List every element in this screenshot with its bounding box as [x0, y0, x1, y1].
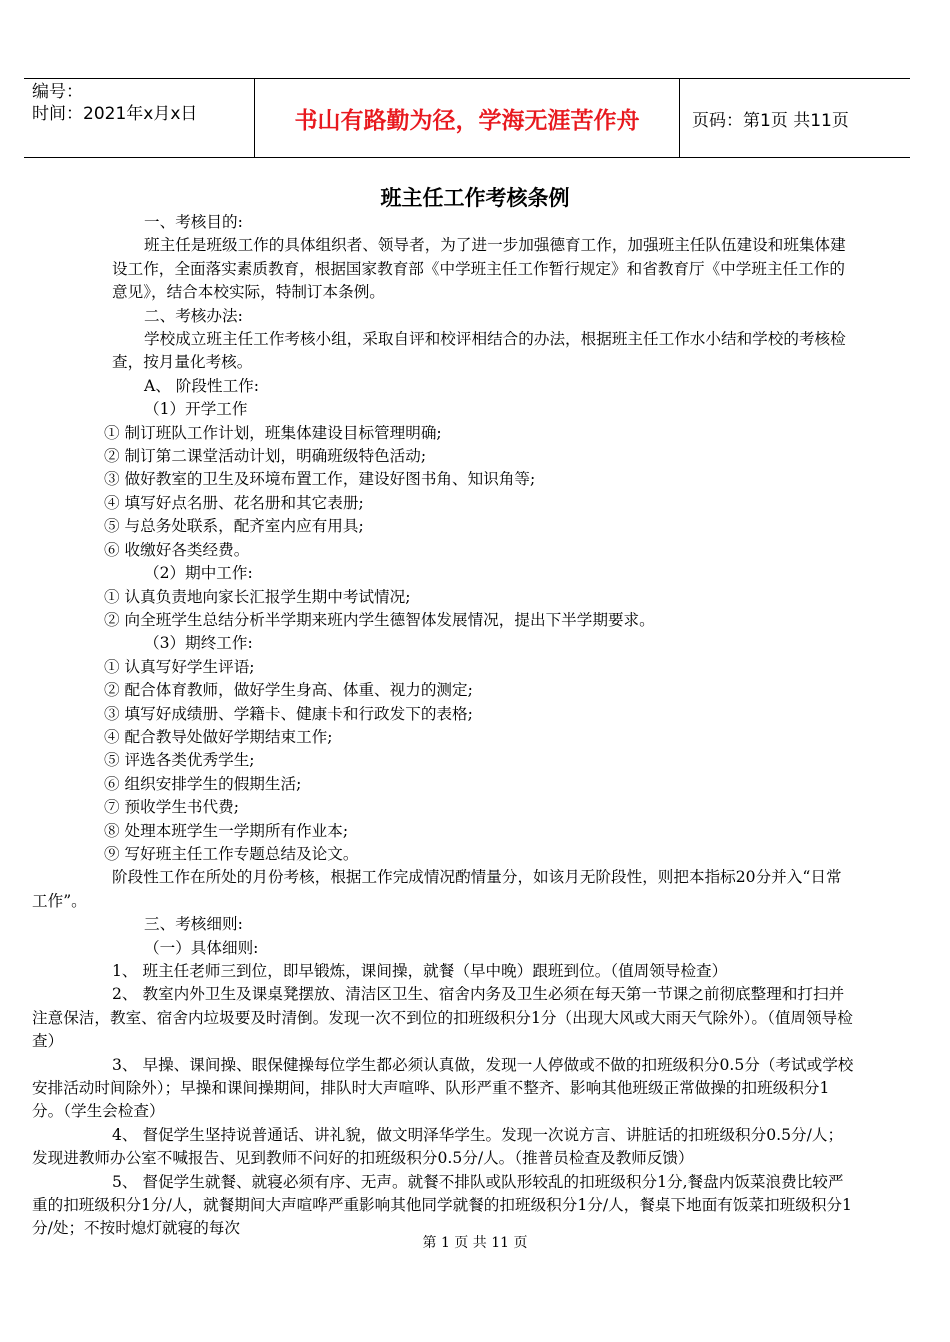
- list-item: ⑨ 写好班主任工作专题总结及论文。: [104, 844, 359, 863]
- rule-item: 5、 督促学生就餐、就寝必须有序、无声。就餐不排队或队形较乱的扣班级积分1分,餐盘内饭菜浪费比较严重的扣班级积分1分/人，就餐期间大声喧哗严重影响其他同学就餐的扣班级积分1分/人，餐桌下地面有饭菜扣班级积分1分/处；不按时熄灯就寝的每次: [32, 1172, 852, 1238]
- page-footer: 第 1 页 共 11 页: [422, 1235, 528, 1251]
- header-left-cell: [24, 79, 254, 157]
- list-item: ② 配合体育教师，做好学生身高、体重、视力的测定;: [104, 681, 473, 700]
- rule-item: 1、 班主任老师三到位，即早锻炼，课间操，就餐（早中晚）跟班到位。（值周领导检查）: [112, 962, 728, 980]
- section-heading: 三、考核细则:: [144, 915, 243, 934]
- list-item: ③ 做好教室的卫生及环境布置工作，建设好图书角、知识角等;: [104, 470, 536, 489]
- list-item: ② 制订第二课堂活动计划，明确班级特色活动;: [104, 447, 427, 466]
- document-title: 班主任工作考核条例: [380, 186, 570, 210]
- document-body: [32, 211, 856, 1241]
- document-time-label: 时间：2021年x月x日: [32, 104, 198, 124]
- list-item: ⑥ 收缴好各类经费。: [104, 540, 250, 559]
- list-item: ① 认真写好学生评语;: [104, 657, 255, 676]
- subsection-heading: （2）期中工作:: [144, 564, 253, 583]
- document-number-label: 编号：: [32, 82, 83, 102]
- list-item: ④ 填写好点名册、花名册和其它表册;: [104, 493, 364, 512]
- list-item: ⑤ 评选各类优秀学生;: [104, 751, 255, 770]
- subsection-heading: A、 阶段性工作:: [144, 376, 260, 395]
- header-motto: 书山有路勤为径，学海无涯苦作舟: [254, 79, 680, 157]
- paragraph: 班主任是班级工作的具体组织者、领导者，为了进一步加强德育工作，加强班主任队伍建设和班集体建设工作，全面落实素质教育，根据国家教育部《中学班主任工作暂行规定》和省教育厅《中学班主任工作的意见》，结合本校实际，特制订本条例。: [112, 236, 846, 302]
- list-item: ⑧ 处理本班学生一学期所有作业本;: [104, 821, 349, 840]
- subsection-heading: （3）期终工作:: [144, 634, 253, 653]
- section-heading: 二、考核办法:: [144, 306, 243, 325]
- subsection-heading: （1）开学工作: [144, 400, 248, 419]
- list-item: ② 向全班学生总结分析半学期来班内学生德智体发展情况，提出下半学期要求。: [104, 610, 655, 629]
- list-item: ⑥ 组织安排学生的假期生活;: [104, 774, 302, 793]
- header-table: [24, 78, 910, 158]
- rule-item: 2、 教室内外卫生及课桌凳摆放、清洁区卫生、宿舍内务及卫生必须在每天第一节课之前彻底整理和打扫并注意保洁，教室、宿舍内垃圾要及时清倒。发现一次不到位的扣班级积分1分（出现大风或大雨天气除外）。（值周领导检查）: [32, 985, 853, 1051]
- rule-item: 4、 督促学生坚持说普通话、讲礼貌，做文明泽华学生。发现一次说方言、讲脏话的扣班级积分0.5分/人；发现进教师办公室不喊报告、见到教师不问好的扣班级积分0.5分/人。（推普员检查及教师反馈）: [32, 1125, 844, 1168]
- list-item: ① 制订班队工作计划，班集体建设目标管理明确;: [104, 423, 442, 442]
- rule-item: 3、 早操、课间操、眼保健操每位学生都必须认真做，发现一人停做或不做的扣班级积分0.5分（考试或学校安排活动时间除外）；早操和课间操期间，排队时大声喧哗、队形严重不整齐、影响其他班级正常做操的扣班级积分1分。（学生会检查）: [32, 1055, 854, 1121]
- list-item: ⑤ 与总务处联系，配齐室内应有用具;: [104, 517, 364, 536]
- list-item: ⑦ 预收学生书代费;: [104, 798, 239, 817]
- subsection-heading: （一）具体细则:: [144, 938, 259, 957]
- list-item: ① 认真负责地向家长汇报学生期中考试情况;: [104, 587, 411, 606]
- paragraph: 阶段性工作在所处的月份考核，根据工作完成情况酌情量分，如该月无阶段性，则把本指标20分并入“日常工作”。: [32, 868, 842, 910]
- list-item: ③ 填写好成绩册、学籍卡、健康卡和行政发下的表格;: [104, 704, 473, 723]
- header-page-info: 页码：第1页 共11页: [692, 110, 849, 131]
- paragraph: 学校成立班主任工作考核小组，采取自评和校评相结合的办法，根据班主任工作水小结和学校的考核检查，按月量化考核。: [112, 330, 846, 372]
- section-heading: 一、考核目的:: [144, 213, 243, 231]
- list-item: ④ 配合教导处做好学期结束工作;: [104, 727, 333, 746]
